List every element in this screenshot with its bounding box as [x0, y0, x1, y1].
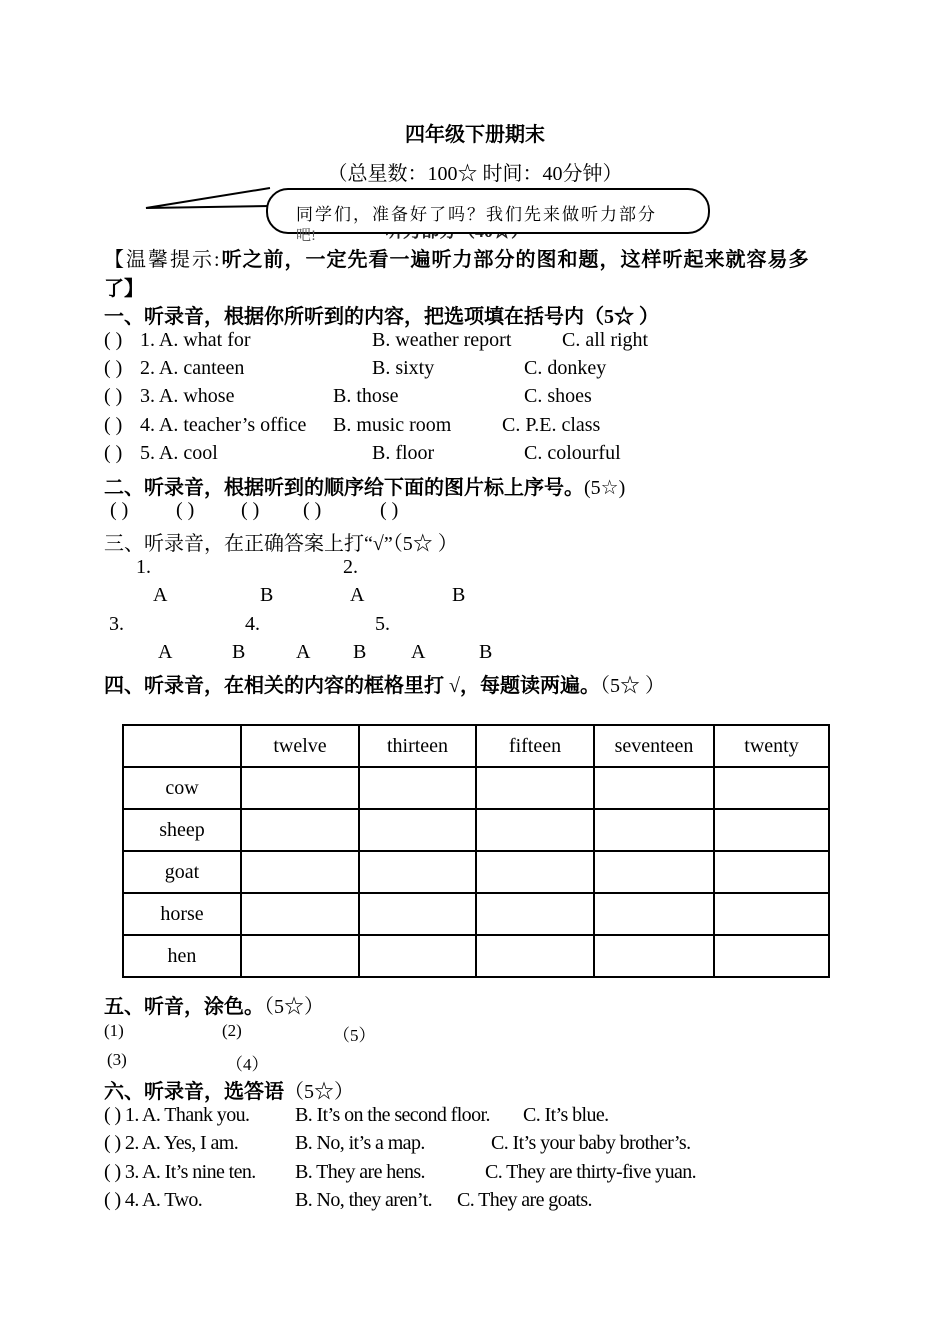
- s3-q2-a[interactable]: A: [350, 584, 365, 606]
- s2-blank-1[interactable]: ( ): [110, 499, 129, 521]
- s5-label-5: （5）: [333, 1026, 376, 1045]
- checkbox-cell[interactable]: [476, 809, 594, 851]
- s5-label-4: （4）: [226, 1055, 269, 1074]
- section1-heading: 一、听录音，根据你所听到的内容，把选项填在括号内（5☆ ）: [104, 306, 659, 328]
- s1-q2-option-a: 2. A. canteen: [140, 357, 245, 379]
- s6-q2-option-b: B. No, it’s a map.: [295, 1132, 425, 1154]
- section4-heading-row: [104, 669, 665, 698]
- checkbox-cell[interactable]: [714, 809, 829, 851]
- column-header: thirteen: [359, 725, 476, 767]
- column-header: twelve: [241, 725, 359, 767]
- s2-blank-3[interactable]: ( ): [241, 499, 260, 521]
- s6-q3-option-b: B. They are hens.: [295, 1161, 425, 1183]
- speech-bubble-text: 同学们，准备好了吗？我们先来做听力部分: [296, 205, 657, 224]
- section2-score: (5☆): [584, 477, 626, 499]
- s1-q5-option-c: C. colourful: [524, 442, 621, 464]
- s1-q5-option-a: 5. A. cool: [140, 442, 218, 464]
- speech-bubble-tail: [144, 186, 274, 212]
- column-header: seventeen: [594, 725, 714, 767]
- s3-q3-b[interactable]: B: [232, 641, 246, 663]
- s1-q1-option-a: 1. A. what for: [140, 329, 251, 351]
- checkbox-cell[interactable]: [359, 767, 476, 809]
- s5-label-1: (1): [104, 1021, 124, 1040]
- checkbox-cell[interactable]: [359, 935, 476, 977]
- section5-heading: 五、听音，涂色。: [104, 996, 264, 1018]
- checkbox-cell[interactable]: [476, 767, 594, 809]
- checkbox-cell[interactable]: [359, 851, 476, 893]
- checkbox-cell[interactable]: [359, 893, 476, 935]
- checkbox-cell[interactable]: [241, 893, 359, 935]
- column-header: fifteen: [476, 725, 594, 767]
- s6-q4-option-b: B. No, they aren’t.: [295, 1189, 433, 1211]
- s1-q4-option-a: 4. A. teacher’s office: [140, 414, 307, 436]
- checkbox-cell[interactable]: [594, 767, 714, 809]
- table-row: [123, 767, 829, 809]
- table-row: [123, 851, 829, 893]
- s3-num-2: 2.: [343, 556, 358, 578]
- checkbox-cell[interactable]: [594, 935, 714, 977]
- s6-q2-option-a: ( ) 2. A. Yes, I am.: [104, 1132, 239, 1154]
- section5-score: （5☆）: [264, 996, 324, 1018]
- s1-q1-option-b: B. weather report: [372, 329, 512, 351]
- row-header: cow: [123, 767, 241, 809]
- s1-q3-blank[interactable]: ( ): [104, 385, 123, 407]
- s1-q2-blank[interactable]: ( ): [104, 357, 123, 379]
- checkbox-cell[interactable]: [714, 851, 829, 893]
- checkbox-cell[interactable]: [714, 767, 829, 809]
- checkbox-cell[interactable]: [241, 935, 359, 977]
- s1-q3-option-b: B. those: [333, 385, 399, 407]
- s1-q2-option-b: B. sixty: [372, 357, 435, 379]
- s3-num-1: 1.: [136, 556, 151, 578]
- s6-q3-option-c: C. They are thirty-five yuan.: [485, 1161, 697, 1183]
- checkbox-cell[interactable]: [241, 767, 359, 809]
- table-corner-cell: [123, 725, 241, 767]
- s3-q4-a[interactable]: A: [296, 641, 311, 663]
- table-row: [123, 893, 829, 935]
- column-header: twenty: [714, 725, 829, 767]
- s1-q4-option-b: B. music room: [333, 414, 452, 436]
- section5-heading-row: [104, 990, 324, 1019]
- speech-bubble-overflow: 吧!: [296, 228, 316, 244]
- s6-q4-option-a: ( ) 4. A. Two.: [104, 1189, 203, 1211]
- section6-heading-row: [104, 1075, 354, 1104]
- section6-score: （5☆）: [284, 1081, 354, 1103]
- checkbox-cell[interactable]: [241, 809, 359, 851]
- s1-q5-option-b: B. floor: [372, 442, 435, 464]
- s3-q5-b[interactable]: B: [479, 641, 493, 663]
- s6-q1-option-b: B. It’s on the second floor.: [295, 1104, 490, 1126]
- s1-q1-blank[interactable]: ( ): [104, 329, 123, 351]
- row-header: hen: [123, 935, 241, 977]
- s6-q1-option-a: ( ) 1. A. Thank you.: [104, 1104, 250, 1126]
- s3-q2-b[interactable]: B: [452, 584, 466, 606]
- s1-q5-blank[interactable]: ( ): [104, 442, 123, 464]
- s3-q1-a[interactable]: A: [153, 584, 168, 606]
- s3-q4-b[interactable]: B: [353, 641, 367, 663]
- s5-label-2: (2): [222, 1021, 242, 1040]
- page-title: 四年级下册期末: [405, 124, 545, 146]
- s3-q3-a[interactable]: A: [158, 641, 173, 663]
- s5-label-3: (3): [107, 1050, 127, 1069]
- checkbox-cell[interactable]: [476, 851, 594, 893]
- s2-blank-4[interactable]: ( ): [303, 499, 322, 521]
- section3-heading: 三、听录音，在正确答案上打“√”（5☆ ）: [104, 533, 458, 555]
- s2-blank-5[interactable]: ( ): [380, 499, 399, 521]
- section6-heading: 六、听录音，选答语: [104, 1081, 284, 1103]
- row-header: goat: [123, 851, 241, 893]
- checkbox-cell[interactable]: [594, 851, 714, 893]
- section2-heading-row: [104, 471, 625, 500]
- table-row: [123, 935, 829, 977]
- checkbox-cell[interactable]: [476, 893, 594, 935]
- s6-q4-option-c: C. They are goats.: [457, 1189, 592, 1211]
- s6-q3-option-a: ( ) 3. A. It’s nine ten.: [104, 1161, 256, 1183]
- s6-q2-option-c: C. It’s your baby brother’s.: [491, 1132, 691, 1154]
- tip-label: 【温馨提示:: [104, 249, 222, 271]
- table-header-row: [123, 725, 829, 767]
- checkbox-cell[interactable]: [714, 893, 829, 935]
- row-header: sheep: [123, 809, 241, 851]
- animal-count-table: [122, 724, 830, 978]
- tip-line-2: 了】: [104, 278, 144, 300]
- s3-q1-b[interactable]: B: [260, 584, 274, 606]
- s3-num-5: 5.: [375, 613, 390, 635]
- checkbox-cell[interactable]: [594, 893, 714, 935]
- checkbox-cell[interactable]: [359, 809, 476, 851]
- tip-line-1: [104, 243, 810, 272]
- checkbox-cell[interactable]: [241, 851, 359, 893]
- checkbox-cell[interactable]: [476, 935, 594, 977]
- s1-q3-option-a: 3. A. whose: [140, 385, 235, 407]
- s3-num-3: 3.: [109, 613, 124, 635]
- section4-score: （5☆ ）: [599, 675, 665, 697]
- s1-q4-blank[interactable]: ( ): [104, 414, 123, 436]
- section4-heading: 四、听录音，在相关的内容的框格里打 √，每题读两遍。: [104, 675, 600, 697]
- checkbox-cell[interactable]: [594, 809, 714, 851]
- s6-q1-option-c: C. It’s blue.: [523, 1104, 609, 1126]
- s1-q3-option-c: C. shoes: [524, 385, 592, 407]
- checkbox-cell[interactable]: [714, 935, 829, 977]
- row-header: horse: [123, 893, 241, 935]
- s2-blank-2[interactable]: ( ): [176, 499, 195, 521]
- s1-q1-option-c: C. all right: [562, 329, 649, 351]
- s1-q2-option-c: C. donkey: [524, 357, 607, 379]
- s3-q5-a[interactable]: A: [411, 641, 426, 663]
- s3-num-4: 4.: [245, 613, 260, 635]
- s1-q4-option-c: C. P.E. class: [502, 414, 601, 436]
- page-subtitle: （总星数：100☆ 时间：40分钟）: [327, 163, 623, 185]
- section2-heading: 二、听录音，根据听到的顺序给下面的图片标上序号。: [104, 477, 584, 499]
- table-row: [123, 809, 829, 851]
- tip-text: 听之前，一定先看一遍听力部分的图和题，这样听起来就容易多: [221, 249, 810, 271]
